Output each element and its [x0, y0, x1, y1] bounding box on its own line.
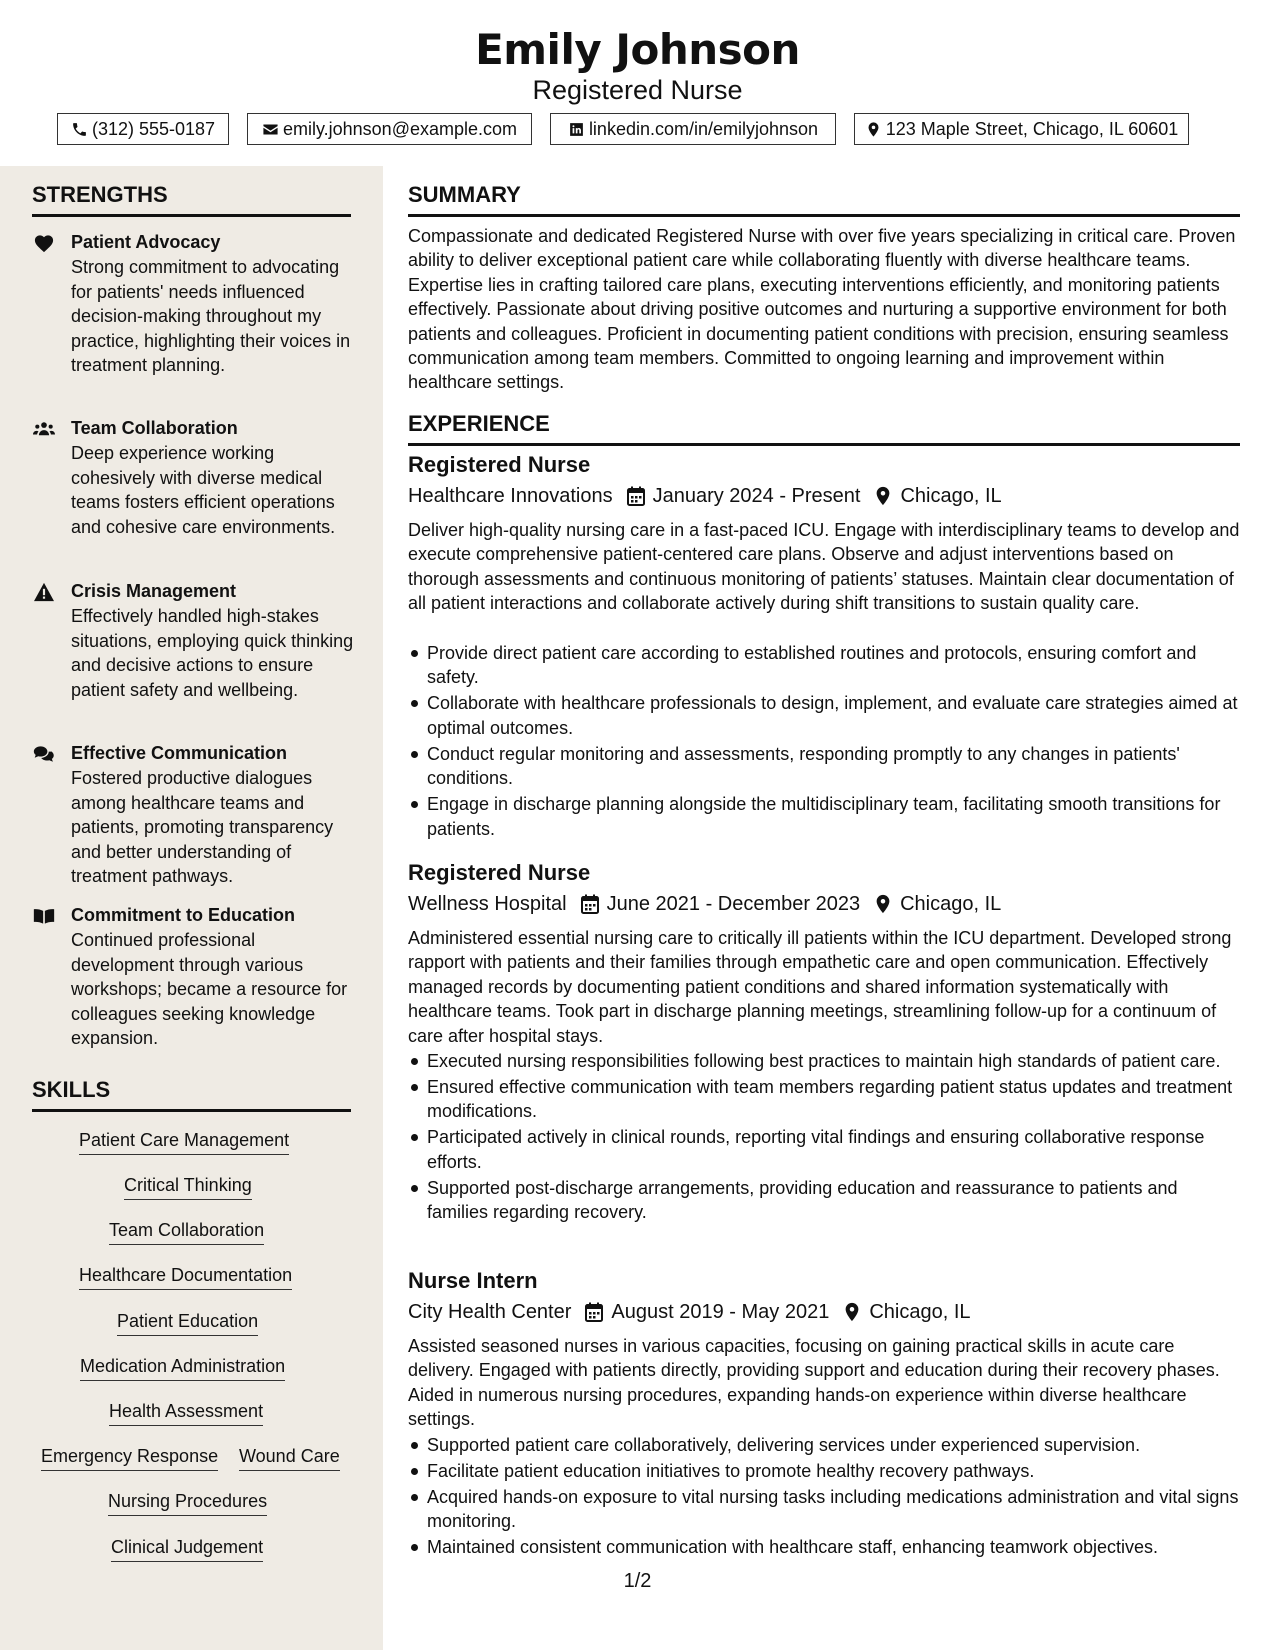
strengths-heading: STRENGTHS [32, 180, 351, 217]
job-company: City Health Center [408, 1300, 572, 1323]
summary-text: Compassionate and dedicated Registered Nurse with over five years specializing in critical care. Proven ability to deliver exceptional patient care while collaborating fluently with diverse healthcare teams. Expertise lies in crafting tailored care plans, executing interventions efficiently, and monitoring patients effectively. Passionate about driving positive outcomes and nurturing a supportive environment for both patients and colleagues. Proficient in documenting patient conditions with precision, ensuring seamless communication among team members. Committed to ongoing learning and improvement within healthcare settings. [408, 226, 1236, 393]
contact-phone-text: (312) 555-0187 [91, 118, 216, 139]
calendar-icon [627, 486, 645, 506]
job-company: Wellness Hospital [408, 892, 567, 915]
job-dates: June 2021 - December 2023 [606, 892, 861, 915]
contact-phone[interactable] [57, 113, 229, 145]
job-meta [408, 482, 1002, 510]
calendar-icon [581, 894, 599, 914]
job-location: Chicago, IL [869, 1300, 971, 1323]
skills-heading: SKILLS [32, 1075, 351, 1112]
job-bullets [408, 1433, 1240, 1561]
bullet-item: Provide direct patient care according to established routines and protocols, ensuring comfort and safety. [408, 641, 1240, 690]
envelope-icon [262, 121, 279, 138]
strength-title: Team Collaboration [71, 418, 238, 438]
job-location: Chicago, IL [900, 484, 1002, 507]
strength-description: Deep experience working cohesively with diverse medical teams fosters efficient operations and cohesive care environments. [71, 443, 336, 537]
candidate-role: Registered Nurse [532, 75, 743, 105]
strength-description: Continued professional development through various workshops; became a resource for colleagues seeking knowledge expansion. [71, 930, 348, 1048]
contact-bar [57, 113, 1217, 145]
bullet-item: Maintained consistent communication with healthcare staff, enhancing teamwork objectives. [408, 1535, 1240, 1559]
skill-tag: Critical Thinking [124, 1173, 252, 1200]
skill-tag: Patient Education [117, 1309, 258, 1336]
bullet-item: Facilitate patient education initiatives to promote healthy recovery pathways. [408, 1459, 1240, 1483]
skill-tag: Nursing Procedures [108, 1489, 267, 1516]
job-bullets [408, 641, 1240, 843]
contact-address[interactable] [854, 113, 1189, 145]
resume-header [0, 0, 1275, 166]
bullet-item: Engage in discharge planning alongside the multidisciplinary team, facilitating smooth transitions for patients. [408, 792, 1240, 841]
bullet-item: Supported patient care collaboratively, delivering services under experienced supervision. [408, 1433, 1240, 1457]
strength-description: Fostered productive dialogues among healthcare teams and patients, promoting transparency and better understanding of treatment pathways. [71, 768, 334, 886]
bullet-item: Executed nursing responsibilities following best practices to maintain high standards of patient care. [408, 1049, 1240, 1073]
contact-linkedin-text: linkedin.com/in/emilyjohnson [588, 118, 819, 139]
job-company: Healthcare Innovations [408, 484, 613, 507]
skill-tag: Wound Care [239, 1444, 340, 1471]
experience-heading: EXPERIENCE [408, 409, 1240, 446]
page-number: 1/2 [623, 1570, 652, 1592]
summary-heading: SUMMARY [408, 180, 1240, 217]
map-pin-icon [843, 1302, 861, 1322]
contact-address-text: 123 Maple Street, Chicago, IL 60601 [885, 118, 1179, 139]
contact-email-text: emily.johnson@example.com [282, 118, 518, 139]
linkedin-icon [568, 121, 585, 138]
bullet-item: Conduct regular monitoring and assessments, responding promptly to any changes in patients' conditions. [408, 742, 1240, 791]
bullet-item: Ensured effective communication with team members regarding patient status updates and treatment modifications. [408, 1075, 1240, 1124]
skill-tag: Team Collaboration [109, 1218, 264, 1245]
job-dates: January 2024 - Present [652, 484, 861, 507]
open-book-icon [32, 905, 56, 927]
job-dates: August 2019 - May 2021 [611, 1300, 830, 1323]
skill-tag: Patient Care Management [79, 1128, 289, 1155]
skill-tag: Health Assessment [109, 1399, 263, 1426]
skill-tag: Medication Administration [80, 1354, 285, 1381]
sidebar [0, 166, 383, 1650]
map-pin-icon [874, 486, 892, 506]
job-title: Registered Nurse [408, 860, 591, 885]
contact-linkedin[interactable] [550, 113, 836, 145]
strength-title: Effective Communication [71, 743, 288, 763]
candidate-name: Emily Johnson [475, 25, 800, 74]
skill-tag: Emergency Response [41, 1444, 218, 1471]
strength-title: Crisis Management [71, 581, 237, 601]
strength-title: Commitment to Education [71, 905, 295, 925]
map-pin-icon [865, 121, 882, 138]
job-bullets [408, 1049, 1240, 1226]
heart-icon [32, 232, 56, 254]
job-location: Chicago, IL [900, 892, 1002, 915]
chat-bubbles-icon [32, 743, 56, 765]
phone-icon [71, 121, 88, 138]
job-description: Administered essential nursing care to critically ill patients within the ICU department. Developed strong rapport with patients and their families through empathetic care and open communication. Effectively managed records by documenting patient conditions and shared information systematically with healthcare teams. Took part in discharge planning meetings, streamlining follow-up for a continuum of care after hospital stays. [408, 928, 1232, 1046]
contact-email[interactable] [247, 113, 532, 145]
bullet-item: Acquired hands-on exposure to vital nursing tasks including medications administration and vital signs monitoring. [408, 1485, 1240, 1534]
bullet-item: Collaborate with healthcare professionals to design, implement, and evaluate care strategies aimed at optimal outcomes. [408, 691, 1240, 740]
users-icon [32, 418, 56, 440]
skill-tag: Clinical Judgement [111, 1535, 263, 1562]
job-meta [408, 1298, 971, 1326]
strength-title: Patient Advocacy [71, 232, 221, 252]
bullet-item: Participated actively in clinical rounds, reporting vital findings and ensuring collaborative response efforts. [408, 1125, 1240, 1174]
calendar-icon [585, 1302, 603, 1322]
job-description: Assisted seasoned nurses in various capacities, focusing on gaining practical skills in acute care delivery. Engaged with patients directly, providing support and education during their recovery phases. Aided in numerous nursing procedures, expanding hands-on experience within diverse healthcare settings. [408, 1336, 1220, 1430]
skill-tag: Healthcare Documentation [79, 1263, 292, 1290]
job-meta [408, 890, 1001, 918]
job-title: Registered Nurse [408, 452, 591, 477]
job-title: Nurse Intern [408, 1268, 538, 1293]
strength-description: Effectively handled high-stakes situations, employing quick thinking and decisive actions to ensure patient safety and wellbeing. [71, 606, 354, 700]
map-pin-icon [874, 894, 892, 914]
job-description: Deliver high-quality nursing care in a fast-paced ICU. Engage with interdisciplinary teams to develop and execute comprehensive patient-centered care plans. Observe and adjust interventions based on thorough assessments and continuous monitoring of patients’ statuses. Maintain clear documentation of all patient interactions and collaborate actively during shift transitions to sustain quality care. [408, 520, 1240, 614]
bullet-item: Supported post-discharge arrangements, providing education and reassurance to patients and families regarding recovery. [408, 1176, 1240, 1225]
strength-description: Strong commitment to advocating for patients' needs influenced decision-making throughout my practice, highlighting their voices in treatment planning. [71, 257, 351, 375]
warning-triangle-icon [32, 581, 56, 603]
